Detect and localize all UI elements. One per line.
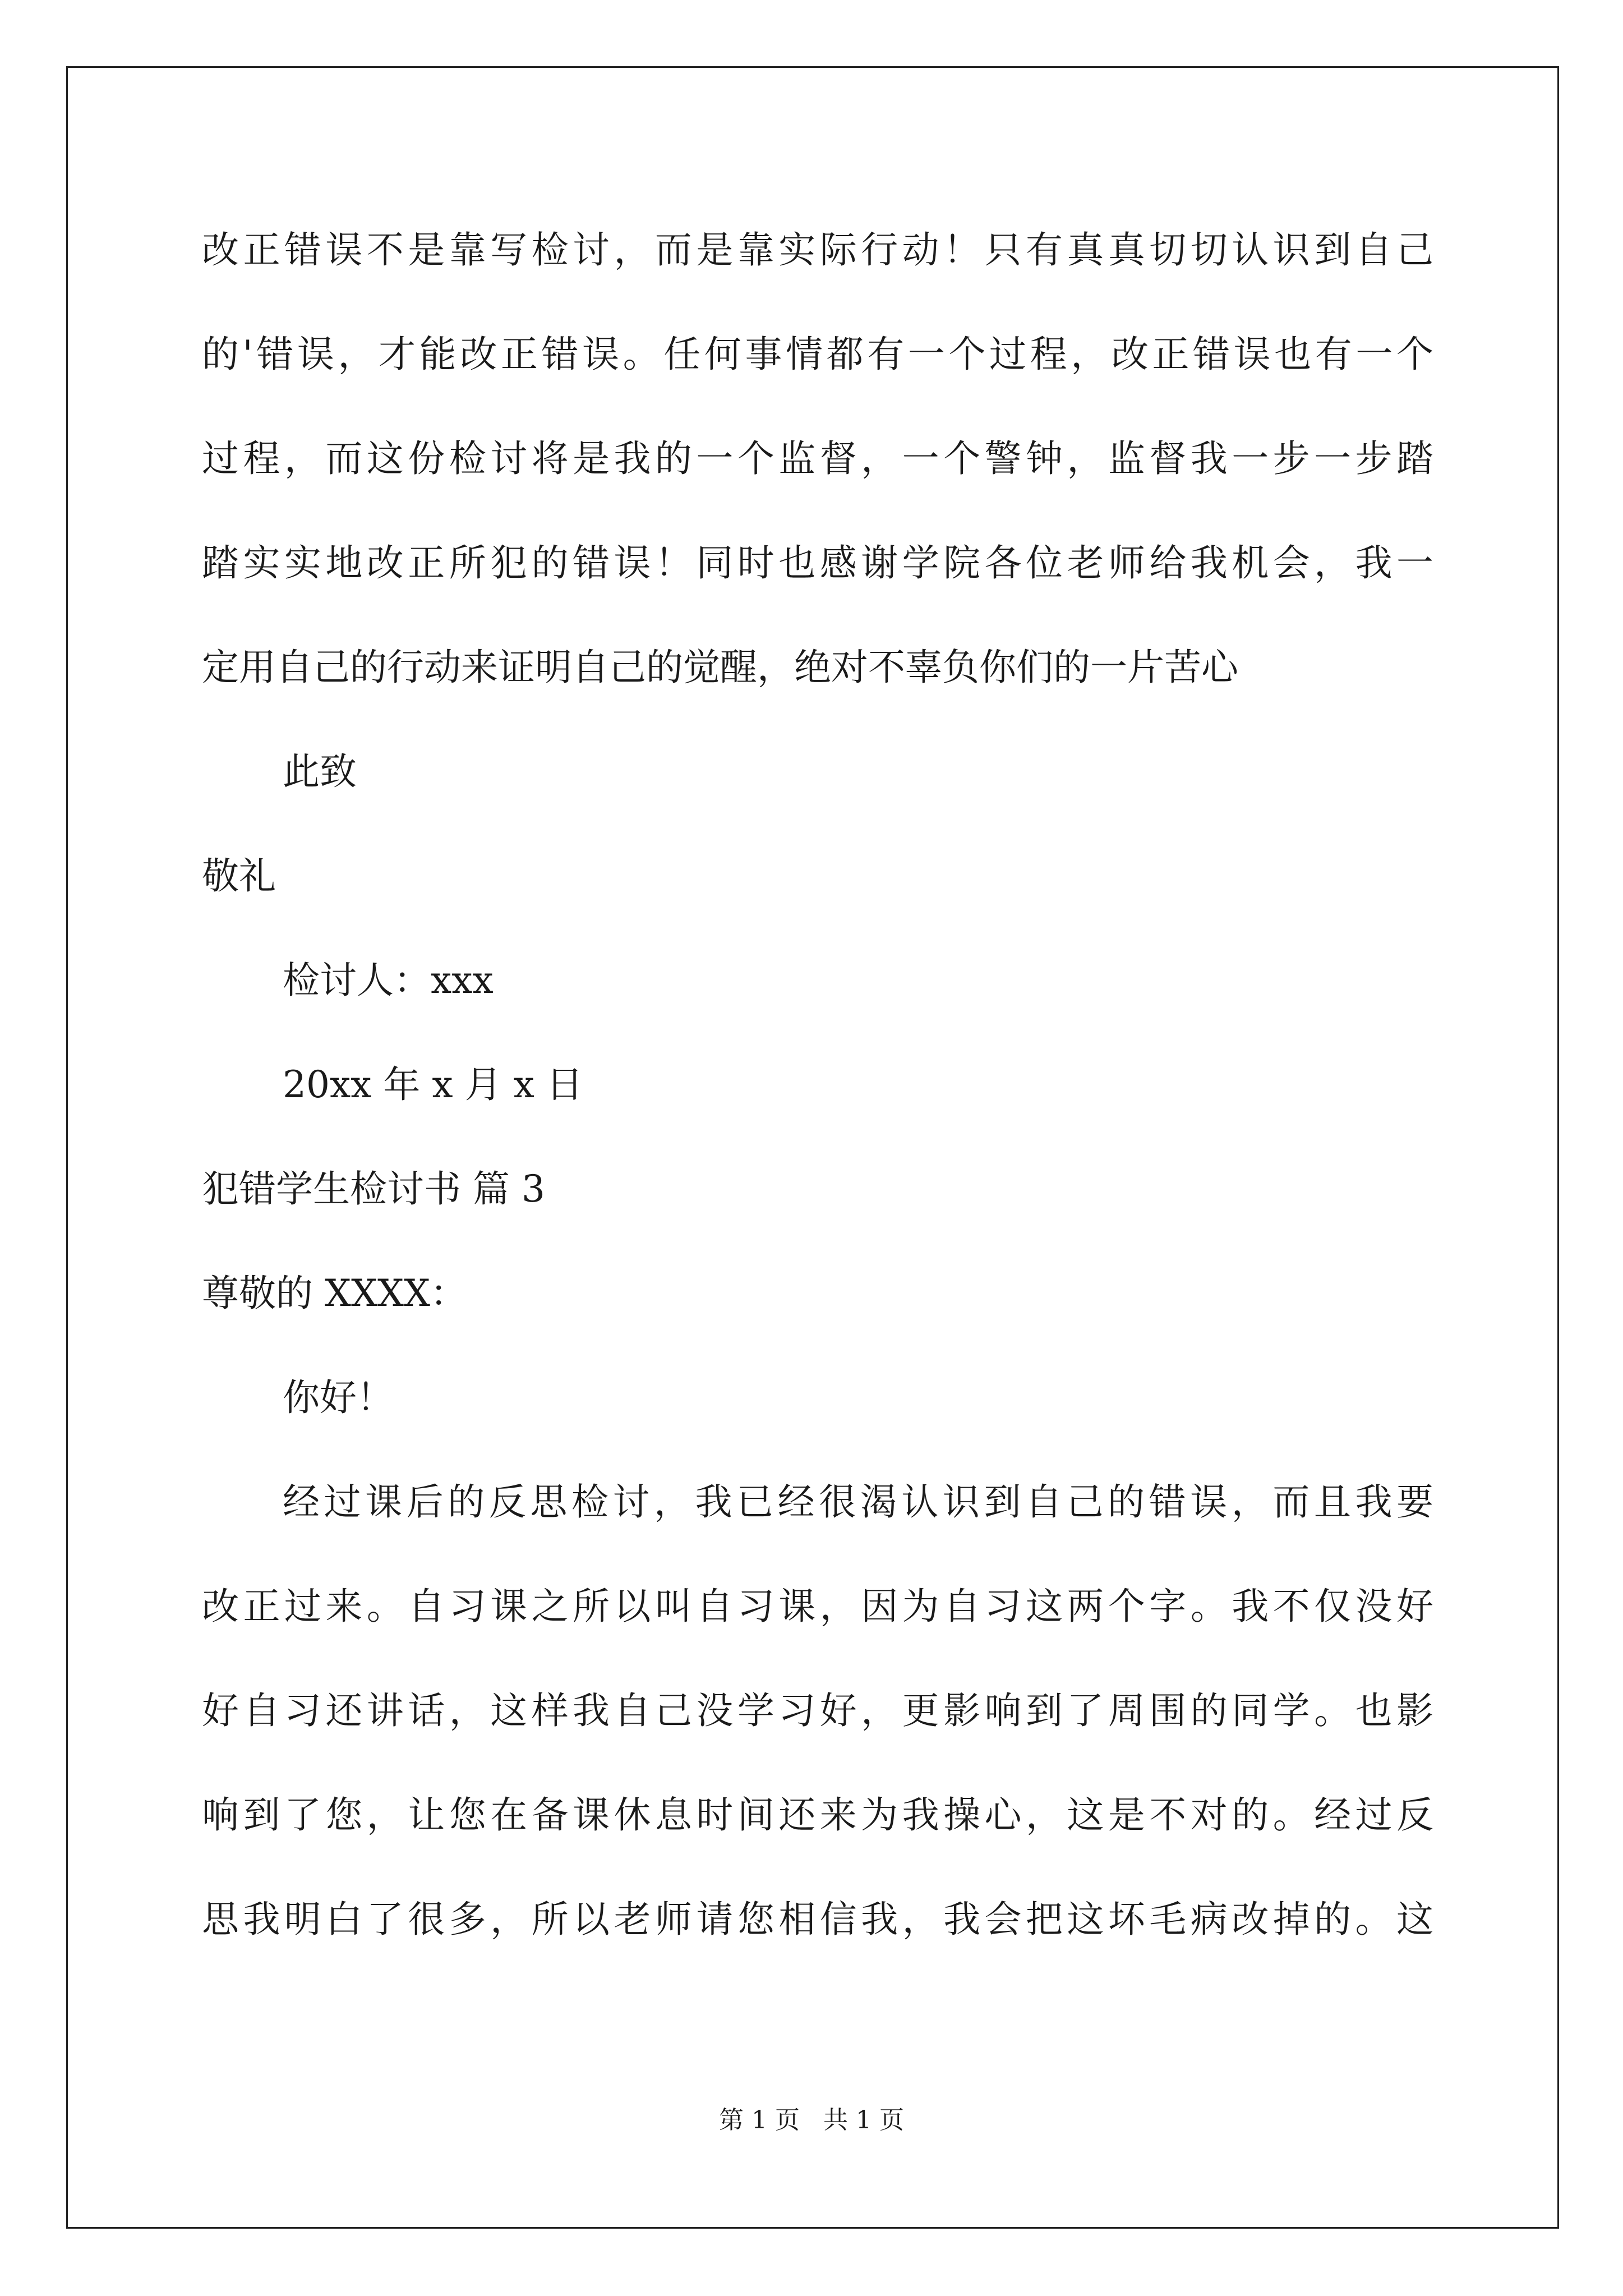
paragraph-line: 定用自己的行动来证明自己的觉醒，绝对不辜负你们的一片苦心 [202, 646, 1238, 689]
paragraph-line: 响到了您，让您在备课休息时间还来为我操心，这是不对的。经过反 [202, 1793, 1433, 1837]
page-footer: 第 1 页 共 1 页 [719, 2106, 904, 2134]
paragraph-line: 经过课后的反思检讨，我已经很渴认识到自己的错误，而且我要 [283, 1480, 1433, 1524]
letter-hello: 你好！ [283, 1376, 394, 1419]
closing-salutation: 此致 [283, 750, 357, 793]
paragraph-line: 思我明白了很多，所以老师请您相信我，我会把这坏毛病改掉的。这 [202, 1898, 1433, 1941]
closing-regards: 敬礼 [202, 854, 276, 898]
paragraph-line: 过程，而这份检讨将是我的一个监督，一个警钟，监督我一步一步踏 [202, 437, 1433, 480]
paragraph-line: 踏实实地改正所犯的错误！同时也感谢学院各位老师给我机会，我一 [202, 541, 1433, 585]
paragraph-line: 好自习还讲话，这样我自己没学习好，更影响到了周围的同学。也影 [202, 1689, 1433, 1732]
signature-line: 检讨人：xxx [283, 959, 494, 1002]
paragraph-line: 改正错误不是靠写检讨，而是靠实际行动！只有真真切切认识到自己 [202, 228, 1433, 272]
date-line: 20xx 年 x 月 x 日 [283, 1063, 583, 1106]
letter-greeting: 尊敬的 XXXX： [202, 1272, 467, 1315]
paragraph-line: 的'错误，才能改正错误。任何事情都有一个过程，改正错误也有一个 [202, 333, 1433, 376]
paragraph-line: 改正过来。自习课之所以叫自习课，因为自习这两个字。我不仅没好 [202, 1585, 1433, 1628]
section-heading: 犯错学生检讨书 篇 3 [202, 1167, 545, 1211]
